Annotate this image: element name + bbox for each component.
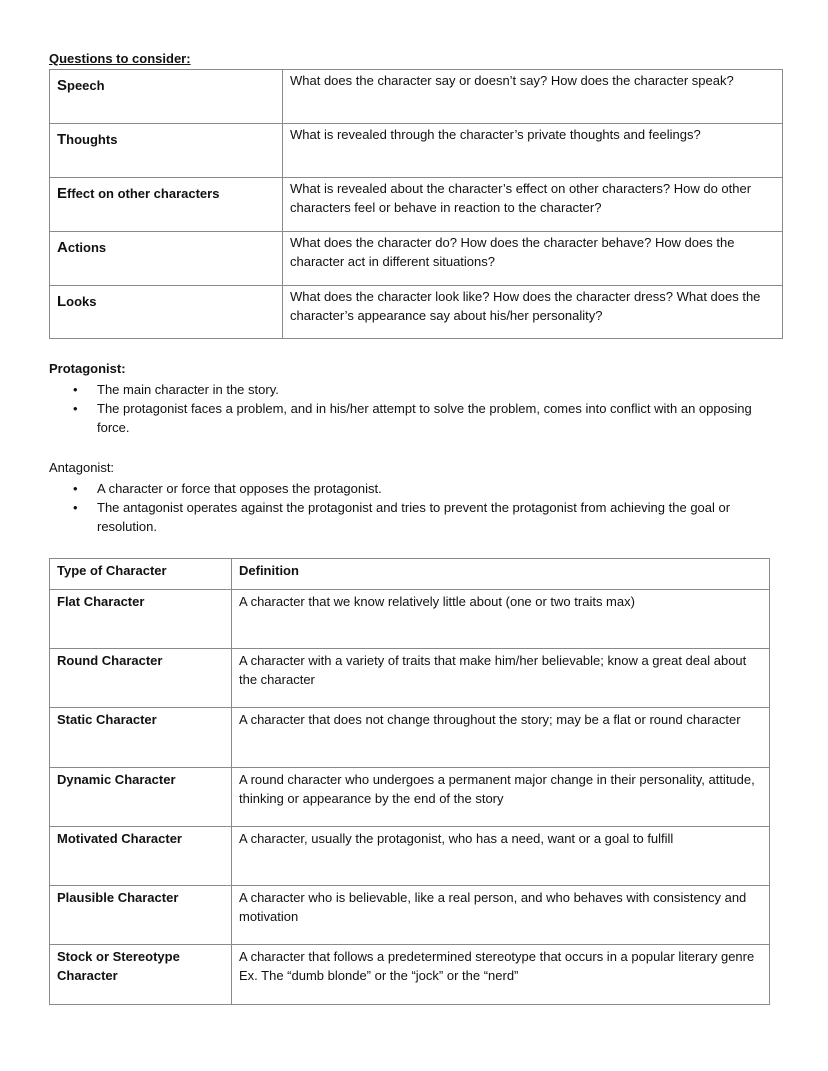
character-type: Static Character [50,708,232,768]
character-definition: A character that we know relatively little about (one or two traits max) [232,590,770,649]
character-type: Motivated Character [50,827,232,886]
bullet-icon: • [73,500,78,515]
character-definition: A character, usually the protagonist, who has a need, want or a goal to fulfill [232,827,770,886]
character-type: Round Character [50,649,232,708]
steal-question: What is revealed about the character’s effect on other characters? How do other characters feel or behave in reaction to the character? [283,178,783,232]
antagonist-list [49,479,779,536]
list-item-text: The antagonist operates against the protagonist and tries to prevent the protagonist from achieving the goal or resolution. [97,500,731,534]
character-type: Plausible Character [50,886,232,945]
character-definition: A round character who undergoes a permanent major change in their personality, attitude, thinking or appearance by the end of the story [232,768,770,827]
table-row [50,124,783,178]
steal-initial: T [57,131,67,148]
character-definition: A character that does not change throughout the story; may be a flat or round character [232,708,770,768]
table-row [50,768,770,827]
steal-key [50,232,283,286]
table-row [50,945,770,1005]
antagonist-heading-text: Antagonist: [49,460,115,475]
steal-initial: L [57,293,67,310]
steal-rest: ooks [66,294,97,309]
table-row [50,286,783,339]
table-row [50,886,770,945]
table-row [50,232,783,286]
protagonist-list [49,380,779,437]
steal-question: What does the character say or doesn’t say? How does the character speak? [283,70,783,124]
character-definition: A character that follows a predetermined stereotype that occurs in a popular literary genre [239,949,755,964]
protagonist-heading: Protagonist: [49,361,126,376]
character-types-table [49,558,770,1005]
steal-question: What does the character look like? How does the character dress? What does the character’s appearance say about his/her personality? [283,286,783,339]
list-item [49,380,779,399]
bullet-icon: • [73,401,78,416]
bullet-icon: • [73,481,78,496]
table-row [50,708,770,768]
table-header-row [50,559,770,590]
list-item [49,479,779,498]
list-item-text: The main character in the story. [97,382,279,397]
bullet-icon: • [73,382,78,397]
steal-key [50,286,283,339]
list-item [49,399,779,437]
table-row [50,178,783,232]
character-type: Flat Character [50,590,232,649]
list-item-text: A character or force that opposes the protagonist. [97,481,382,496]
steal-rest: peech [67,78,105,93]
character-definition-cell [232,945,770,1005]
steal-question: What does the character do? How does the character behave? How does the character act in different situations? [283,232,783,286]
steal-key [50,178,283,232]
steal-initial: E [57,185,68,202]
steal-initial: S [57,77,68,94]
character-type: Stock or Stereotype Character [50,945,232,1005]
character-definition: A character who is believable, like a real person, and who behaves with consistency and motivation [232,886,770,945]
steal-table [49,69,783,339]
steal-question: What is revealed through the character’s private thoughts and feelings? [283,124,783,178]
steal-rest: ctions [67,240,107,255]
header-type: Type of Character [50,559,232,590]
list-item-text: The protagonist faces a problem, and in his/her attempt to solve the problem, comes into conflict with an opposing force. [97,401,752,435]
table-row [50,827,770,886]
character-definition: A character with a variety of traits that make him/her believable; know a great deal about the character [232,649,770,708]
steal-rest: ffect on other characters [67,186,220,201]
table-row [50,649,770,708]
steal-key [50,124,283,178]
steal-key [50,70,283,124]
questions-heading: Questions to consider: [49,51,191,66]
table-row [50,590,770,649]
list-item [49,498,779,536]
table-row [50,70,783,124]
steal-rest: houghts [66,132,118,147]
character-type: Dynamic Character [50,768,232,827]
antagonist-heading [49,460,114,476]
character-example: Ex. The “dumb blonde” or the “jock” or the “nerd” [239,968,519,983]
header-definition: Definition [232,559,770,590]
steal-initial: A [57,239,68,256]
